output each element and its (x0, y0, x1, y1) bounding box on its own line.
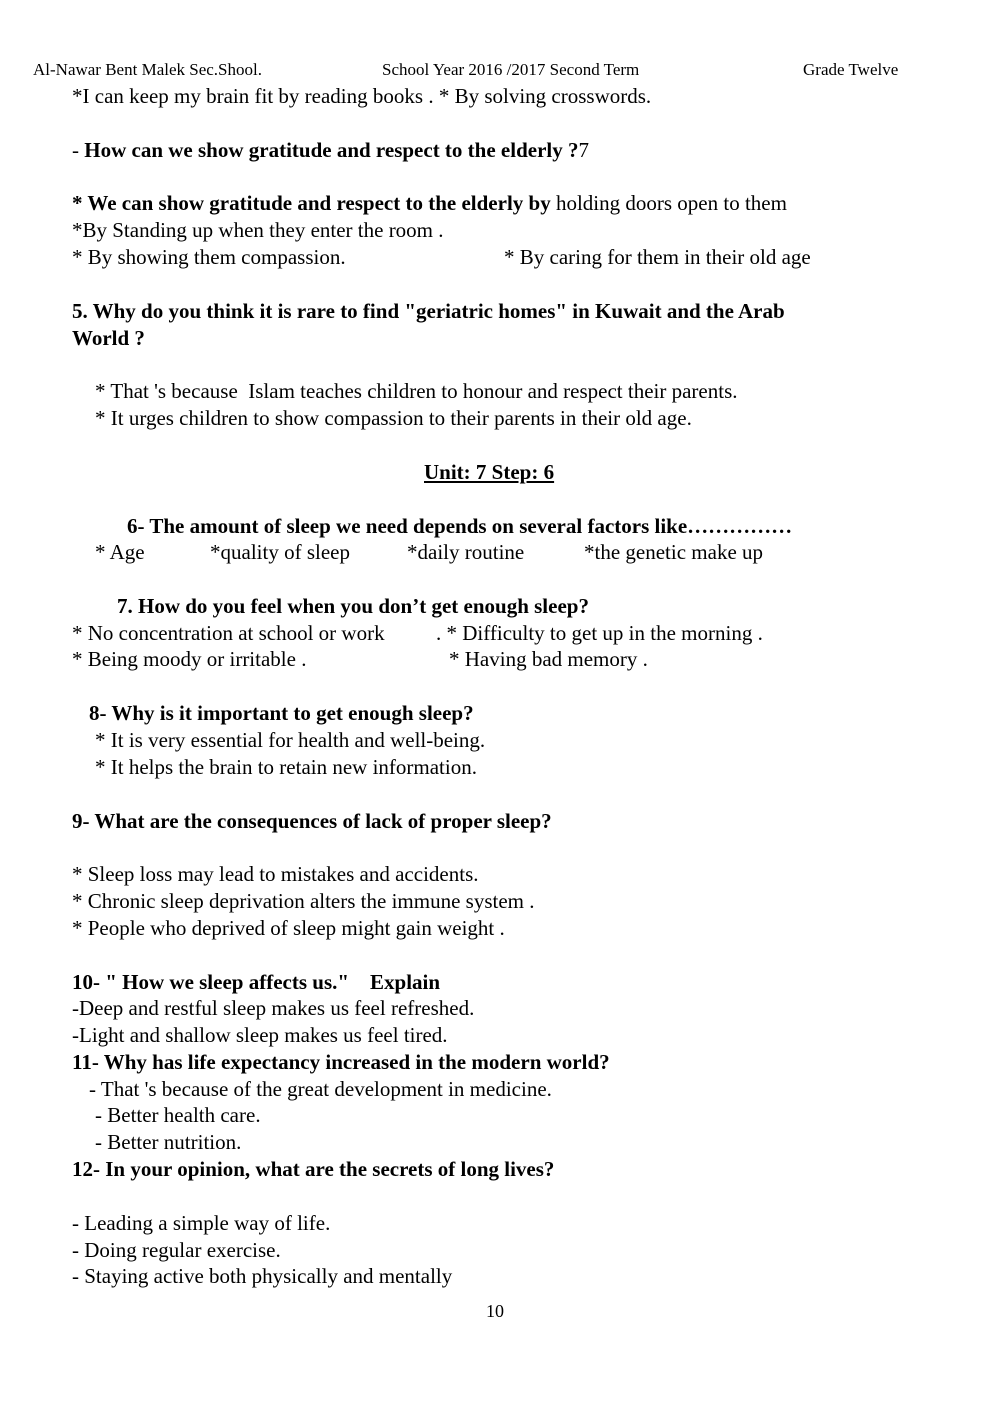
question-text: 11- Why has life expectancy increased in the modern world? (72, 1050, 610, 1074)
answer-line: - Doing regular exercise. (72, 1238, 281, 1262)
header-year: School Year 2016 /2017 Second Term (382, 60, 640, 79)
question-gratitude (72, 138, 589, 162)
question-5 (72, 299, 785, 323)
question-7 (117, 594, 589, 618)
question-text: 6- The amount of sleep we need depends on several factors like…………… (127, 514, 793, 538)
answer-line: *By Standing up when they enter the room . (72, 218, 444, 242)
question-text: 5. Why do you think it is rare to find "geriatric homes" in Kuwait and the Arab (72, 299, 785, 323)
question-text: 10- " How we sleep affects us." Explain (72, 970, 441, 994)
answer-line: * No concentration at school or work (72, 621, 385, 645)
answer-line: - Better health care. (95, 1103, 261, 1127)
header-grade: Grade Twelve (803, 60, 899, 79)
answer-line: - Leading a simple way of life. (72, 1211, 331, 1235)
question-text: How can we show gratitude and respect to the elderly ? (84, 138, 579, 162)
question-10 (72, 970, 440, 994)
answer-line: * It helps the brain to retain new information. (95, 755, 477, 779)
answer-line: - That 's because of the great development in medicine. (89, 1077, 552, 1101)
factor-quality: *quality of sleep (210, 540, 350, 564)
question-9 (72, 809, 552, 833)
question-text: 8- Why is it important to get enough sleep? (89, 701, 474, 725)
answer-rest: holding doors open to them (550, 191, 787, 215)
factor-genetic: *the genetic make up (584, 540, 764, 564)
question-text: World ? (72, 326, 145, 350)
page-number: 10 (486, 1301, 504, 1321)
answer-line: * By caring for them in their old age (504, 245, 811, 269)
question-text: 9- What are the consequences of lack of proper sleep? (72, 809, 552, 833)
answer-lead: * We can show gratitude and respect to the elderly by (72, 191, 551, 215)
factor-routine: *daily routine (407, 540, 525, 564)
question-6 (127, 514, 792, 538)
question-5-cont (72, 326, 145, 350)
question-11 (72, 1050, 610, 1074)
answer-line: -Light and shallow sleep makes us feel tired. (72, 1023, 448, 1047)
answer-gratitude (72, 191, 787, 215)
factor-age: * Age (95, 540, 145, 564)
question-text: 7. How do you feel when you don’t get enough sleep? (117, 594, 589, 618)
question-8 (89, 701, 474, 725)
answer-line: * It urges children to show compassion to their parents in their old age. (95, 406, 692, 430)
answer-line: *I can keep my brain fit by reading books . * By solving crosswords. (72, 84, 652, 108)
answer-line: * That 's because Islam teaches children to honour and respect their parents. (95, 379, 738, 403)
answer-line: . * Difficulty to get up in the morning . (436, 621, 763, 645)
question-number: 7 (578, 138, 589, 162)
answer-line: - Better nutrition. (95, 1130, 242, 1154)
answer-line: * Having bad memory . (449, 647, 648, 671)
dash: - (72, 138, 85, 162)
answer-line: * It is very essential for health and well-being. (95, 728, 486, 752)
question-text: 12- In your opinion, what are the secrets of long lives? (72, 1157, 555, 1181)
answer-line: * Chronic sleep deprivation alters the immune system . (72, 889, 535, 913)
answer-line: -Deep and restful sleep makes us feel refreshed. (72, 996, 475, 1020)
answer-line: * Sleep loss may lead to mistakes and accidents. (72, 862, 479, 886)
answer-line: - Staying active both physically and mentally (72, 1264, 453, 1288)
question-12 (72, 1157, 554, 1181)
answer-line: * Being moody or irritable . (72, 647, 307, 671)
answer-line: * People who deprived of sleep might gain weight . (72, 916, 505, 940)
answer-line: * By showing them compassion. (72, 245, 346, 269)
unit-heading: Unit: 7 Step: 6 (424, 460, 555, 484)
header-school: Al-Nawar Bent Malek Sec.Shool. (33, 60, 262, 79)
